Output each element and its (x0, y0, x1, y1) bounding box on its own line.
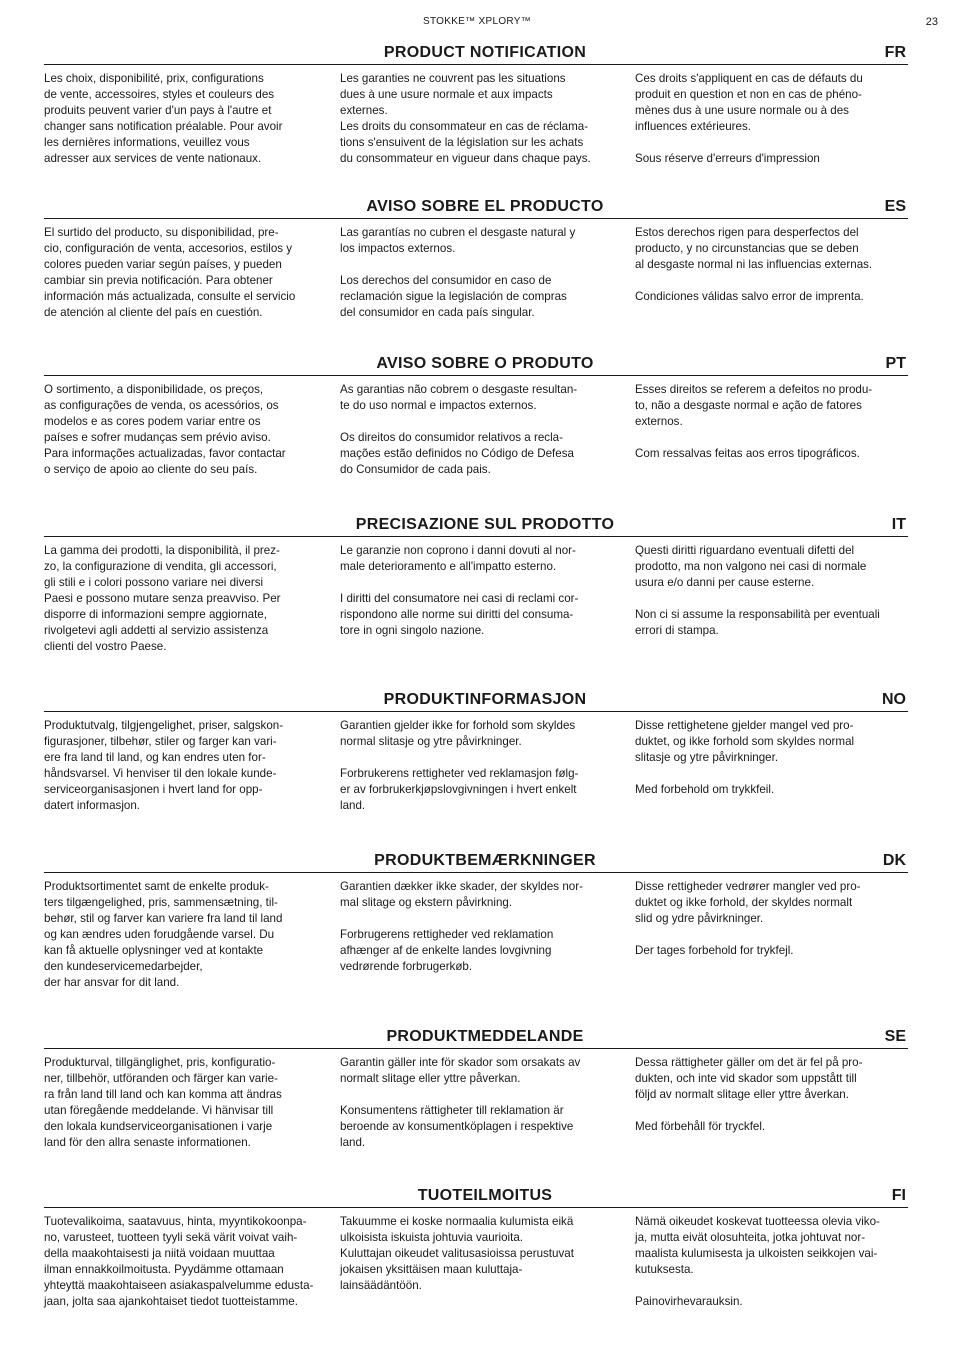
warranty-text: Takuumme ei koske normaalia kulumista eikä ulkoisista iskuista johtuvia vaurioita. Kuluttajan oikeudet valitusasioissa perustuvat jokaisen yksittäisen maan kuluttaja- lainsäädäntöön. (340, 1215, 574, 1292)
section-header (44, 848, 908, 873)
consumer-rights-text: Disse rettigheder vedrører mangler ved pro- duktet og ikke forhold, der skyldes normalt slid og ydre påvirkninger. Der tages forbehold for trykfejl. (635, 880, 861, 957)
section-it (44, 512, 908, 653)
section-title: PRECISAZIONE SUL PRODOTTO (355, 516, 615, 533)
running-header: STOKKE™ XPLORY™ (422, 16, 532, 27)
section-header (44, 512, 908, 537)
language-code: IT (891, 516, 906, 533)
consumer-rights-text: Nämä oikeudet koskevat tuotteessa olevia viko- ja, mutta eivät olosuhteita, jotka johtuvat nor- maalista kulumisesta ja ulkoisten seikkojen vai- kutuksesta. Painovirhevarauksin. (635, 1215, 880, 1308)
section-header (44, 1183, 908, 1208)
language-code: FI (891, 1187, 906, 1204)
product-availability-text: Produkturval, tillgänglighet, pris, konfiguratio- ner, tillbehör, utföranden och färger kan varie- ra från land till land och kan komma att ändras utan föregående meddelande. Vi hänvisar till den lokala kundserviceorganisationen i varje land för den allra senaste informationen. (44, 1056, 282, 1149)
page-number: 23 (925, 16, 938, 28)
product-availability-text: O sortimento, a disponibilidade, os preços, as configurações de venda, os acessórios, os modelos e as cores podem variar entre os países e sofrer mudanças sem prévio aviso. Para informações actualizadas, favor contactar o serviço de apoio ao cliente do seu país. (44, 383, 286, 476)
product-availability-text: El surtido del producto, su disponibilidad, pre- cio, configuración de venta, accesorios, estilos y colores pueden variar según países, y pueden cambiar sin previa notificación. Para obtener información más actualizada, consulte el servicio de atención al cliente del país en cuestión. (44, 226, 296, 319)
section-title: PRODUCT NOTIFICATION (383, 44, 587, 61)
consumer-rights-text: Dessa rättigheter gäller om det är fel på pro- dukten, och inte vid skador som uppstått till följd av normalt slitage eller yttre åverkan. Med förbehåll för tryckfel. (635, 1056, 863, 1133)
section-title: PRODUKTINFORMASJON (383, 691, 587, 708)
section-fi (44, 1183, 908, 1308)
warranty-text: Las garantías no cubren el desgaste natural y los impactos externos. Los derechos del consumidor en caso de reclamación sigue la legislación de compras del consumidor en cada país singular. (340, 226, 576, 319)
section-title: AVISO SOBRE O PRODUTO (376, 355, 594, 372)
section-es (44, 194, 908, 319)
section-header (44, 1024, 908, 1049)
product-availability-text: La gamma dei prodotti, la disponibilità, il prez- zo, la configurazione di vendita, gli accessori, gli stili e i colori possono variare nei diversi Paesi e possono mutare senza preavviso. Per disporre di informazioni sempre aggiornate, rivolgetevi agli addetti al servizio assistenza clienti del vostro Paese. (44, 544, 281, 653)
language-code: NO (882, 691, 906, 708)
consumer-rights-text: Questi diritti riguardano eventuali difetti del prodotto, ma non valgono nei casi di normale usura e/o danni per cause esterne. Non ci si assume la responsabilità per eventuali errori di stampa. (635, 544, 880, 637)
warranty-text: Garantien dækker ikke skader, der skyldes nor- mal slitage og ekstern påvirkning. Forbrugerens rettigheder ved reklamation afhænger af de enkelte landes lovgivning vedrørende forbrugerkøb. (340, 880, 583, 973)
language-code: FR (884, 44, 906, 61)
consumer-rights-text: Estos derechos rigen para desperfectos del producto, y no circunstancias que se deben al desgaste normal ni las influencias externas. Condiciones válidas salvo error de imprenta. (635, 226, 873, 303)
language-code: SE (884, 1028, 906, 1045)
section-header (44, 40, 908, 65)
product-availability-text: Les choix, disponibilité, prix, configurations de vente, accessoires, styles et couleurs des produits peuvent varier d'un pays à l'autre et changer sans notification préalable. Pour avoir les dernières informations, veuillez vous adresser aux services de vente nationaux. (44, 72, 283, 165)
section-title: AVISO SOBRE EL PRODUCTO (366, 198, 604, 215)
section-title: TUOTEILMOITUS (417, 1187, 553, 1204)
section-header (44, 194, 908, 219)
language-code: ES (884, 198, 906, 215)
consumer-rights-text: Disse rettighetene gjelder mangel ved pro- duktet, og ikke forhold som skyldes normal slitasje og ytre påvirkninger. Med forbehold om trykkfeil. (635, 719, 855, 796)
section-header (44, 351, 908, 376)
section-header (44, 687, 908, 712)
product-availability-text: Tuotevalikoima, saatavuus, hinta, myyntikokoonpa- no, varusteet, tuotteen tyyli sekä värit voivat vaih- della maakohtaisesti ja niitä voidaan muuttaa ilman ennakkoilmoitusta. Pyydämme ottamaan yhteyttä maakohtaiseen asiakaspalvelumme edusta- jaan, jolta saa ajankohtaiset tiedot tuotteistamme. (44, 1215, 314, 1308)
warranty-text: Garantien gjelder ikke for forhold som skyldes normal slitasje og ytre påvirkninger. Forbrukerens rettigheter ved reklamasjon følg- er av forbrukerkjøpslovgivningen i hvert enkelt land. (340, 719, 579, 812)
consumer-rights-text: Esses direitos se referem a defeitos no produ- to, não a desgaste normal e ação de fatores externos. Com ressalvas feitas aos erros tipográficos. (635, 383, 873, 460)
warranty-text: As garantias não cobrem o desgaste resultan- te do uso normal e impactos externos. Os direitos do consumidor relativos a recla- mações estão definidos no Código de Defesa do Consumidor de cada pais. (340, 383, 578, 476)
language-code: DK (882, 852, 906, 869)
section-fr (44, 40, 908, 165)
section-title: PRODUKTMEDDELANDE (386, 1028, 584, 1045)
section-se (44, 1024, 908, 1149)
warranty-text: Garantin gäller inte för skador som orsakats av normalt slitage eller yttre påverkan. Konsumentens rättigheter till reklamation är beroende av konsumentköplagen i respektive land. (340, 1056, 581, 1149)
warranty-text: Les garanties ne couvrent pas les situations dues à une usure normale et aux impacts externes. Les droits du consommateur en cas de réclama- tions s'ensuivent de la législation sur les achats du consommateur en vigueur dans chaque pays. (340, 72, 591, 165)
warranty-text: Le garanzie non coprono i danni dovuti al nor- male deterioramento e all'impatto esterno. I diritti del consumatore nei casi di reclami cor- rispondono alle norme sui diritti del consuma- tore in ogni singolo nazione. (340, 544, 579, 637)
product-availability-text: Produktutvalg, tilgjengelighet, priser, salgskon- figurasjoner, tilbehør, stiler og farger kan vari- ere fra land til land, og kan endres uten for- håndsvarsel. Vi henviser til den lokale kunde- serviceorganisasjonen i hvert land for opp- datert informasjon. (44, 719, 284, 812)
section-title: PRODUKTBEMÆRKNINGER (374, 852, 596, 869)
section-dk (44, 848, 908, 989)
product-availability-text: Produktsortimentet samt de enkelte produk- ters tilgængelighed, pris, sammensætning, til- behør, stil og farver kan variere fra land til land og kan ændres uden forudgående varsel. Du kan få aktuelle oplysninger ved at kontakte den kundeservicemedarbejder, der har ansvar for dit land. (44, 880, 283, 989)
language-code: PT (885, 355, 906, 372)
section-no (44, 687, 908, 812)
consumer-rights-text: Ces droits s'appliquent en cas de défauts du produit en question et non en cas de phéno- mènes dus à une usure normale ou à des influences extérieures. Sous réserve d'erreurs d'impression (635, 72, 863, 165)
section-pt (44, 351, 908, 476)
